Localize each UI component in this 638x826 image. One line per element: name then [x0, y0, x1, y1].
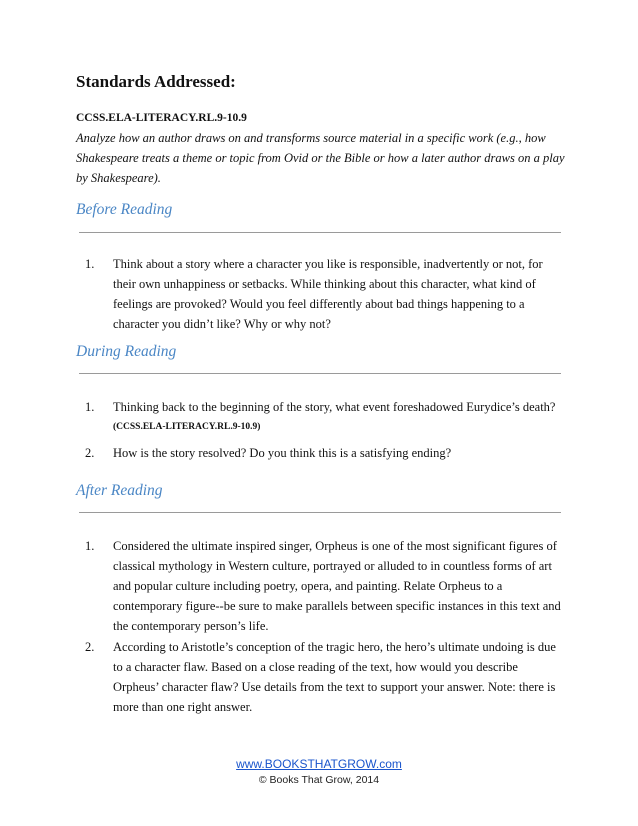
before-reading-question-1: [85, 254, 563, 334]
section-divider: [79, 512, 561, 513]
after-reading-title: After Reading: [76, 482, 163, 499]
question-text: Thinking back to the beginning of the story, what event foreshadowed Eurydice’s death?: [113, 400, 556, 414]
during-reading-title: During Reading: [76, 343, 177, 360]
before-reading-title: Before Reading: [76, 201, 173, 218]
question-text: How is the story resolved? Do you think this is a satisfying ending?: [113, 446, 452, 460]
standard-description: Analyze how an author draws on and transforms source material in a specific work (e.g., how Shakespeare treats a theme or topic from Ovid or the Bible or how a later author draws on a play by Shakespeare).: [76, 131, 565, 185]
section-divider: [79, 373, 561, 374]
copyright-notice: © Books That Grow, 2014: [258, 774, 380, 786]
during-reading-question-2: [85, 443, 563, 463]
during-reading-question-1: [85, 397, 563, 435]
question-number: 1.: [85, 400, 95, 414]
section-divider: [79, 232, 561, 233]
question-number: 1.: [85, 257, 95, 271]
question-text: Considered the ultimate inspired singer, Orpheus is one of the most significant figures of classical mythology in Western culture, portrayed or alluded to in countless forms of art and popular culture including poetry, opera, and painting. Relate Orpheus to a contemporary figure--be sure to make parallels between specific instances in this text and the contemporary person’s life.: [113, 539, 561, 633]
after-reading-question-2: [85, 637, 563, 717]
question-text: Think about a story where a character you like is responsible, inadvertently or not, for their own unhappiness or setbacks. While thinking about this character, what kind of feelings are provoked? Would you feel differently about bad things happening to a character you didn’t like? Why or why not?: [113, 257, 543, 331]
question-text: According to Aristotle’s conception of the tragic hero, the hero’s ultimate undoing is due to a character flaw. Based on a close reading of the text, how would you describe Orpheus’ character flaw? Use details from the text to support your answer. Note: there is more than one right answer.: [113, 640, 556, 714]
standard-code: CCSS.ELA-LITERACY.RL.9-10.9: [76, 112, 247, 124]
standards-heading: Standards Addressed:: [76, 72, 236, 91]
standard-reference: (CCSS.ELA-LITERACY.RL.9-10.9): [113, 422, 261, 432]
question-number: 2.: [85, 446, 95, 460]
question-number: 1.: [85, 539, 95, 553]
after-reading-question-1: [85, 536, 563, 636]
website-link[interactable]: www.BOOKSTHATGROW.com: [236, 757, 402, 771]
question-number: 2.: [85, 640, 95, 654]
